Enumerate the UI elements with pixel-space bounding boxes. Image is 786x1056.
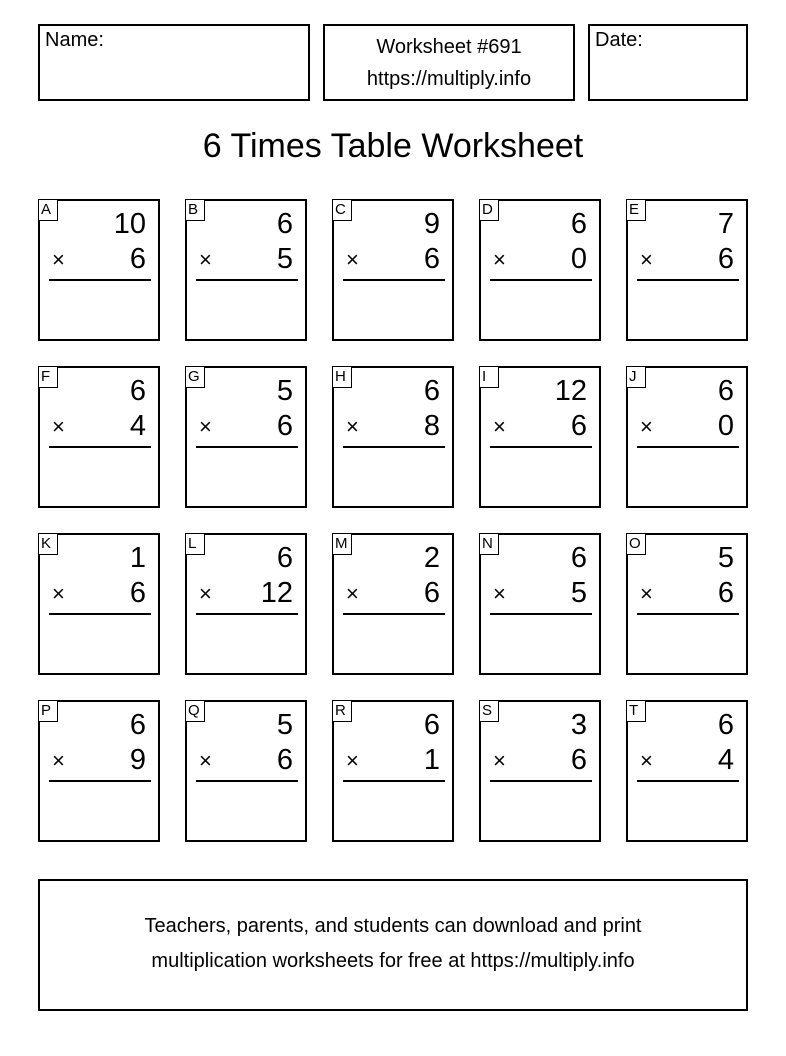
- problem-card[interactable]: [38, 533, 160, 675]
- problem-card[interactable]: [479, 366, 601, 508]
- multiplicand: 1: [129, 542, 146, 574]
- problem-card[interactable]: [626, 199, 748, 341]
- answer-line: [49, 780, 151, 782]
- problem-card[interactable]: [38, 700, 160, 842]
- multiplier: 6: [423, 577, 440, 609]
- times-sign: ×: [199, 414, 212, 439]
- answer-line: [637, 446, 739, 448]
- answer-line: [49, 279, 151, 281]
- footer-line-2: multiplication worksheets for free at https://multiply.info: [151, 950, 635, 972]
- answer-line: [196, 613, 298, 615]
- answer-line: [343, 613, 445, 615]
- times-sign: ×: [640, 581, 653, 606]
- problem-letter: B: [185, 199, 205, 221]
- times-sign: ×: [199, 748, 212, 773]
- problem-letter: Q: [185, 700, 205, 722]
- problem-card[interactable]: [626, 366, 748, 508]
- multiplier: 6: [570, 410, 587, 442]
- times-sign: ×: [640, 414, 653, 439]
- answer-line: [490, 613, 592, 615]
- problem-card[interactable]: [185, 700, 307, 842]
- multiplicand: 9: [423, 208, 440, 240]
- worksheet-url: https://multiply.info: [366, 68, 532, 90]
- times-sign: ×: [346, 414, 359, 439]
- problem-card[interactable]: [185, 366, 307, 508]
- multiplicand: 3: [570, 709, 587, 741]
- problem-letter: T: [626, 700, 646, 722]
- multiplier: 12: [260, 577, 293, 609]
- problem-card[interactable]: [185, 533, 307, 675]
- problem-card[interactable]: [626, 533, 748, 675]
- answer-line: [637, 780, 739, 782]
- answer-line: [637, 279, 739, 281]
- multiplicand: 7: [717, 208, 734, 240]
- answer-line: [490, 279, 592, 281]
- problem-card[interactable]: [332, 199, 454, 341]
- multiplicand: 6: [570, 208, 587, 240]
- answer-line: [196, 279, 298, 281]
- answer-line: [637, 613, 739, 615]
- multiplicand: 10: [113, 208, 146, 240]
- times-sign: ×: [493, 247, 506, 272]
- answer-line: [196, 446, 298, 448]
- problem-card[interactable]: [38, 199, 160, 341]
- problem-letter: E: [626, 199, 646, 221]
- problem-letter: J: [626, 366, 646, 388]
- page-title: 6 Times Table Worksheet: [202, 127, 584, 165]
- answer-line: [490, 446, 592, 448]
- times-sign: ×: [493, 414, 506, 439]
- problem-letter: I: [479, 366, 499, 388]
- multiplier: 9: [129, 744, 146, 776]
- times-sign: ×: [346, 581, 359, 606]
- problem-letter: F: [38, 366, 58, 388]
- multiplicand: 6: [570, 542, 587, 574]
- problem-letter: C: [332, 199, 352, 221]
- problem-card[interactable]: [332, 533, 454, 675]
- multiplier: 6: [423, 243, 440, 275]
- multiplicand: 12: [554, 375, 587, 407]
- problem-letter: L: [185, 533, 205, 555]
- problem-card[interactable]: [185, 199, 307, 341]
- times-sign: ×: [199, 581, 212, 606]
- footer-line-1: Teachers, parents, and students can download and print: [144, 915, 642, 937]
- answer-line: [343, 446, 445, 448]
- multiplicand: 6: [129, 709, 146, 741]
- problem-letter: A: [38, 199, 58, 221]
- multiplier: 0: [570, 243, 587, 275]
- worksheet-number: Worksheet #691: [376, 36, 522, 58]
- multiplier: 0: [717, 410, 734, 442]
- problem-letter: D: [479, 199, 499, 221]
- multiplier: 6: [129, 243, 146, 275]
- worksheet-info-box: [323, 24, 575, 101]
- times-sign: ×: [52, 748, 65, 773]
- multiplicand: 6: [423, 375, 440, 407]
- multiplicand: 6: [276, 208, 293, 240]
- times-sign: ×: [199, 247, 212, 272]
- problem-letter: M: [332, 533, 352, 555]
- multiplicand: 6: [423, 709, 440, 741]
- multiplicand: 5: [717, 542, 734, 574]
- answer-line: [343, 780, 445, 782]
- problem-letter: R: [332, 700, 352, 722]
- times-sign: ×: [52, 247, 65, 272]
- times-sign: ×: [640, 748, 653, 773]
- date-label: Date:: [595, 29, 643, 51]
- name-label: Name:: [45, 29, 104, 51]
- multiplicand: 6: [129, 375, 146, 407]
- problem-card[interactable]: [479, 700, 601, 842]
- times-sign: ×: [640, 247, 653, 272]
- multiplier: 6: [717, 243, 734, 275]
- problem-card[interactable]: [332, 700, 454, 842]
- multiplier: 6: [276, 410, 293, 442]
- multiplier: 4: [717, 744, 734, 776]
- times-sign: ×: [346, 748, 359, 773]
- answer-line: [49, 613, 151, 615]
- times-sign: ×: [346, 247, 359, 272]
- times-sign: ×: [493, 748, 506, 773]
- multiplicand: 6: [717, 709, 734, 741]
- multiplicand: 5: [276, 375, 293, 407]
- problem-letter: N: [479, 533, 499, 555]
- multiplier: 5: [276, 243, 293, 275]
- multiplier: 6: [717, 577, 734, 609]
- name-field[interactable]: [38, 24, 310, 101]
- problem-letter: G: [185, 366, 205, 388]
- problem-card[interactable]: [626, 700, 748, 842]
- answer-line: [490, 780, 592, 782]
- multiplier: 1: [423, 744, 440, 776]
- multiplier: 8: [423, 410, 440, 442]
- problem-letter: H: [332, 366, 352, 388]
- multiplicand: 5: [276, 709, 293, 741]
- multiplier: 6: [570, 744, 587, 776]
- problem-card[interactable]: [38, 366, 160, 508]
- problem-letter: P: [38, 700, 58, 722]
- problem-letter: K: [38, 533, 58, 555]
- multiplicand: 2: [423, 542, 440, 574]
- times-sign: ×: [52, 414, 65, 439]
- multiplier: 5: [570, 577, 587, 609]
- multiplier: 4: [129, 410, 146, 442]
- problem-card[interactable]: [332, 366, 454, 508]
- problem-card[interactable]: [479, 199, 601, 341]
- multiplier: 6: [276, 744, 293, 776]
- problem-letter: S: [479, 700, 499, 722]
- multiplicand: 6: [717, 375, 734, 407]
- problem-letter: O: [626, 533, 646, 555]
- answer-line: [343, 279, 445, 281]
- times-sign: ×: [52, 581, 65, 606]
- multiplicand: 6: [276, 542, 293, 574]
- footer-box: [38, 879, 748, 1011]
- answer-line: [196, 780, 298, 782]
- date-field[interactable]: [588, 24, 748, 101]
- times-sign: ×: [493, 581, 506, 606]
- answer-line: [49, 446, 151, 448]
- problem-card[interactable]: [479, 533, 601, 675]
- multiplier: 6: [129, 577, 146, 609]
